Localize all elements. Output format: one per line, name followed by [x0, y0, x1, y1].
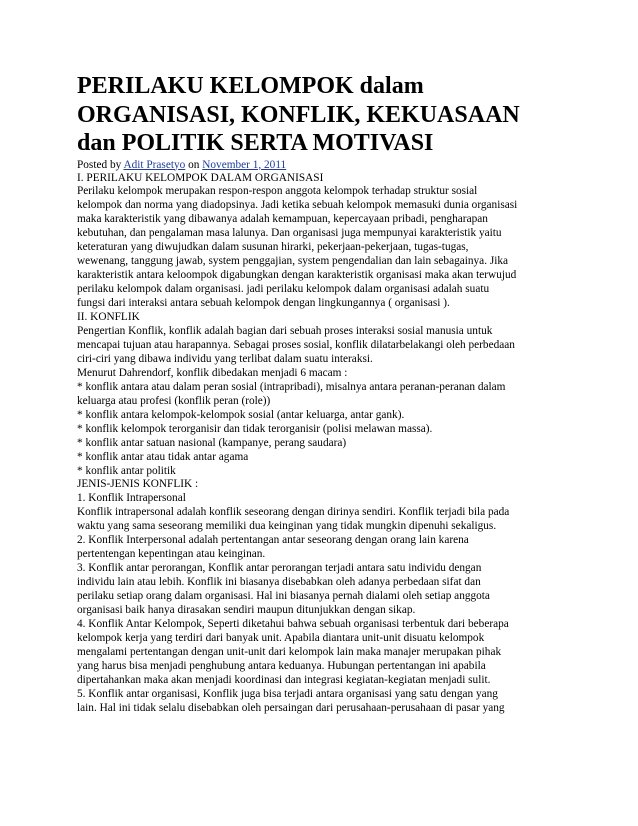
article-body — [77, 172, 569, 716]
body-text-line: fungsi dari interaksi antara sebuah kelompok dengan lingkungannya ( organisasi ). — [77, 297, 450, 310]
title-line: ORGANISASI, KONFLIK, KEKUASAAN — [77, 101, 520, 128]
body-text-line: lain. Hal ini tidak selalu disebabkan oleh persaingan dari perusahaan-perusahaan di pasar yang — [77, 701, 505, 714]
body-text-line: pertentengan kepentingan atau keinginan. — [77, 548, 266, 561]
post-meta — [77, 159, 569, 172]
body-text-line: JENIS-JENIS KONFLIK : — [77, 478, 199, 491]
body-text-line: ciri-ciri yang dibawa individu yang terlibat dalam suatu interaksi. — [77, 352, 373, 365]
on-label: on — [188, 158, 200, 171]
body-text-line: 3. Konflik antar perorangan, Konflik antar perorangan terjadi antara satu individu dengan — [77, 562, 482, 575]
body-text-line: kelompok dan norma yang diadopsinya. Jadi ketika sebuah kelompok memasuki dunia organisasi — [77, 199, 518, 212]
body-text-line: karakteristik antara keloompok digabungkan dengan karakteristik organisasi maka akan terwujud — [77, 269, 517, 282]
body-text-line: Pengertian Konflik, konflik adalah bagian dari sebuah proses interaksi sosial manusia untuk — [77, 324, 493, 337]
body-text-line: dipertahankan maka akan menjadi koordinasi dan integrasi kegiatan-kegiatan menjadi sulit. — [77, 673, 491, 686]
body-text-line: yang harus bisa menjadi penghubung antara keduanya. Hubungan pertentangan ini apabila — [77, 659, 486, 672]
body-text-line: Perilaku kelompok merupakan respon-respon anggota kelompok terhadap struktur sosial — [77, 185, 478, 198]
body-text-line: maka karakteristik yang dibawanya adalah kemampuan, kepercayaan pribadi, pengharapan — [77, 213, 488, 226]
body-text-line: Konflik intrapersonal adalah konflik seseorang dengan dirinya sendiri. Konflik terjadi bila pada — [77, 506, 510, 519]
body-text-line: mengalami pertentangan dengan unit-unit dari kelompok lain maka manajer merupakan pihak — [77, 645, 502, 658]
body-text-line: waktu yang sama seseorang memiliki dua keinginan yang tidak mungkin dipenuhi sekaligus. — [77, 520, 497, 533]
body-text-line: kebutuhan, dan pengalaman masa lalunya. Dan organisasi juga mempunyai karakteristik yaitu — [77, 227, 502, 240]
body-text-line: kelompok kerja yang terdiri dari banyak unit. Apabila diantara unit-unit disuatu kelompok — [77, 631, 485, 644]
date-link[interactable]: November 1, 2011 — [202, 158, 287, 171]
body-text-line: * konflik antara atau dalam peran sosial (intrapribadi), misalnya antara peranan-peranan dalam — [77, 380, 506, 393]
posted-by-label: Posted by — [77, 158, 122, 171]
body-text-line: organisasi baik hanya dirasakan sendiri maupun ditunjukkan dengan sikap. — [77, 604, 416, 617]
body-text-line: individu lain atau lebih. Konflik ini biasanya disebabkan oleh adanya perbedaan sifat dan — [77, 576, 481, 589]
body-text-line: I. PERILAKU KELOMPOK DALAM ORGANISASI — [77, 171, 324, 184]
body-text-line: * konflik antar satuan nasional (kampanye, perang saudara) — [77, 436, 347, 449]
body-text-line: 5. Konflik antar organisasi, Konflik juga bisa terjadi antara organisasi yang satu dengan yang — [77, 687, 498, 700]
body-text-line: wewenang, tanggung jawab, system penggajian, system pengendalian dan lain sebagainya. Jika — [77, 255, 509, 268]
article-title — [77, 72, 569, 158]
body-text-line: keluarga atau profesi (konflik peran (role)) — [77, 394, 271, 407]
body-text-line: * konflik kelompok terorganisir dan tidak terorganisir (polisi melawan massa). — [77, 422, 433, 435]
body-text-line: mencapai tujuan atau harapannya. Sebagai proses sosial, konflik dilatarbelakangi oleh perbedaan — [77, 338, 515, 351]
body-text-line: 1. Konflik Intrapersonal — [77, 492, 186, 505]
body-text-line: keteraturan yang diwujudkan dalam susunan hirarki, pekerjaan-pekerjaan, tugas-tugas, — [77, 241, 469, 254]
body-text-line: Menurut Dahrendorf, konflik dibedakan menjadi 6 macam : — [77, 366, 348, 379]
title-line: dan POLITIK SERTA MOTIVASI — [77, 130, 434, 156]
body-text-line: perilaku kelompok dalam organisasi. jadi perilaku kelompok dalam organisasi adalah suatu — [77, 283, 490, 296]
body-text-line: * konflik antara kelompok-kelompok sosial (antar keluarga, antar gank). — [77, 408, 405, 421]
body-text-line: 4. Konflik Antar Kelompok, Seperti diketahui bahwa sebuah organisasi terbentuk dari beberapa — [77, 618, 509, 630]
body-text-line: * konflik antar politik — [77, 464, 176, 477]
document-page — [77, 72, 569, 716]
author-link[interactable]: Adit Prasetyo — [123, 158, 186, 171]
body-text-line: perilaku setiap orang dalam organisasi. Hal ini biasanya pernah dialami oleh setiap anggota — [77, 590, 490, 603]
body-text-line: 2. Konflik Interpersonal adalah pertentangan antar seseorang dengan orang lain karena — [77, 534, 469, 547]
body-text-line: * konflik antar atau tidak antar agama — [77, 450, 249, 463]
body-text-line: II. KONFLIK — [77, 311, 140, 324]
title-line: PERILAKU KELOMPOK dalam — [77, 73, 424, 99]
